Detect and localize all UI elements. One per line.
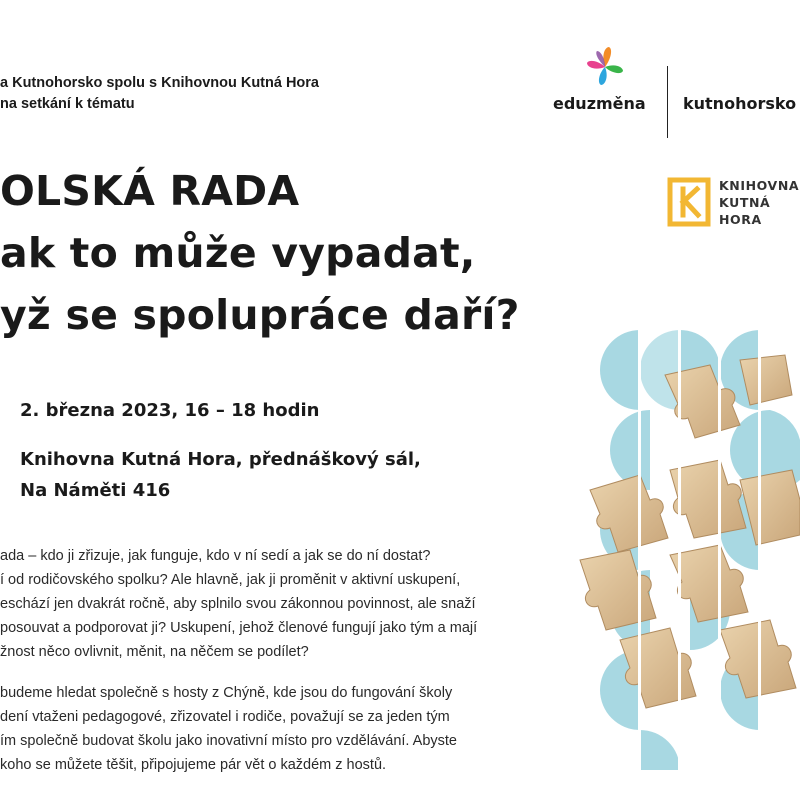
kutnohorsko-logo-text: kutnohorsko xyxy=(683,94,797,113)
body-p2-line-3: ím společně budovat školu jako inovativní místo pro vzdělávání. Abyste xyxy=(0,733,457,749)
knihovna-line-3: HORA xyxy=(719,212,762,227)
body-p1-line-5: žnost něco ovlivnit, měnit, na něčem se podílet? xyxy=(0,644,309,660)
body-p1-line-3: eschází jen dvakrát ročně, aby splnilo svou zákonnou povinnost, ale snaží xyxy=(0,596,476,612)
knihovna-line-2: KUTNÁ xyxy=(719,195,771,210)
event-place-line-1: Knihovna Kutná Hora, přednáškový sál, xyxy=(20,449,421,470)
body-p1-line-4: posouvat a podporovat ji? Uskupení, jehož členové fungují jako tým a mají xyxy=(0,620,478,636)
event-place-line-2: Na Náměti 416 xyxy=(20,480,171,501)
logo-divider xyxy=(667,66,668,138)
title-line-2: ak to může vypadat, xyxy=(0,229,476,277)
body-p2-line-2: dení vtaženi pedagogové, zřizovatel i rodiče, považují se za jeden tým xyxy=(0,709,450,725)
title-line-1: OLSKÁ RADA xyxy=(0,167,300,215)
knihovna-k-icon xyxy=(667,177,711,227)
eduzmena-logo-text: eduzměna xyxy=(553,94,646,113)
puzzle-collage-image xyxy=(570,300,800,780)
intro-line-1: a Kutnohorsko spolu s Knihovnou Kutná Hora xyxy=(0,75,319,91)
knihovna-line-1: KNIHOVNA xyxy=(719,178,800,193)
body-p2-line-1: budeme hledat společně s hosty z Chýně, kde jsou do fungování školy xyxy=(0,685,453,701)
intro-line-2: na setkání k tématu xyxy=(0,96,135,112)
title-line-3: yž se spolupráce daří? xyxy=(0,291,520,339)
body-p2-line-4: koho se můžete těšit, připojujeme pár vět o každém z hostů. xyxy=(0,757,387,773)
body-p1-line-1: ada – kdo ji zřizuje, jak funguje, kdo v ní sedí a jak se do ní dostat? xyxy=(0,548,431,564)
event-date: 2. března 2023, 16 – 18 hodin xyxy=(20,400,320,421)
eduzmena-flower-icon xyxy=(583,45,627,89)
body-p1-line-2: í od rodičovského spolku? Ale hlavně, jak ji proměnit v aktivní uskupení, xyxy=(0,572,461,588)
